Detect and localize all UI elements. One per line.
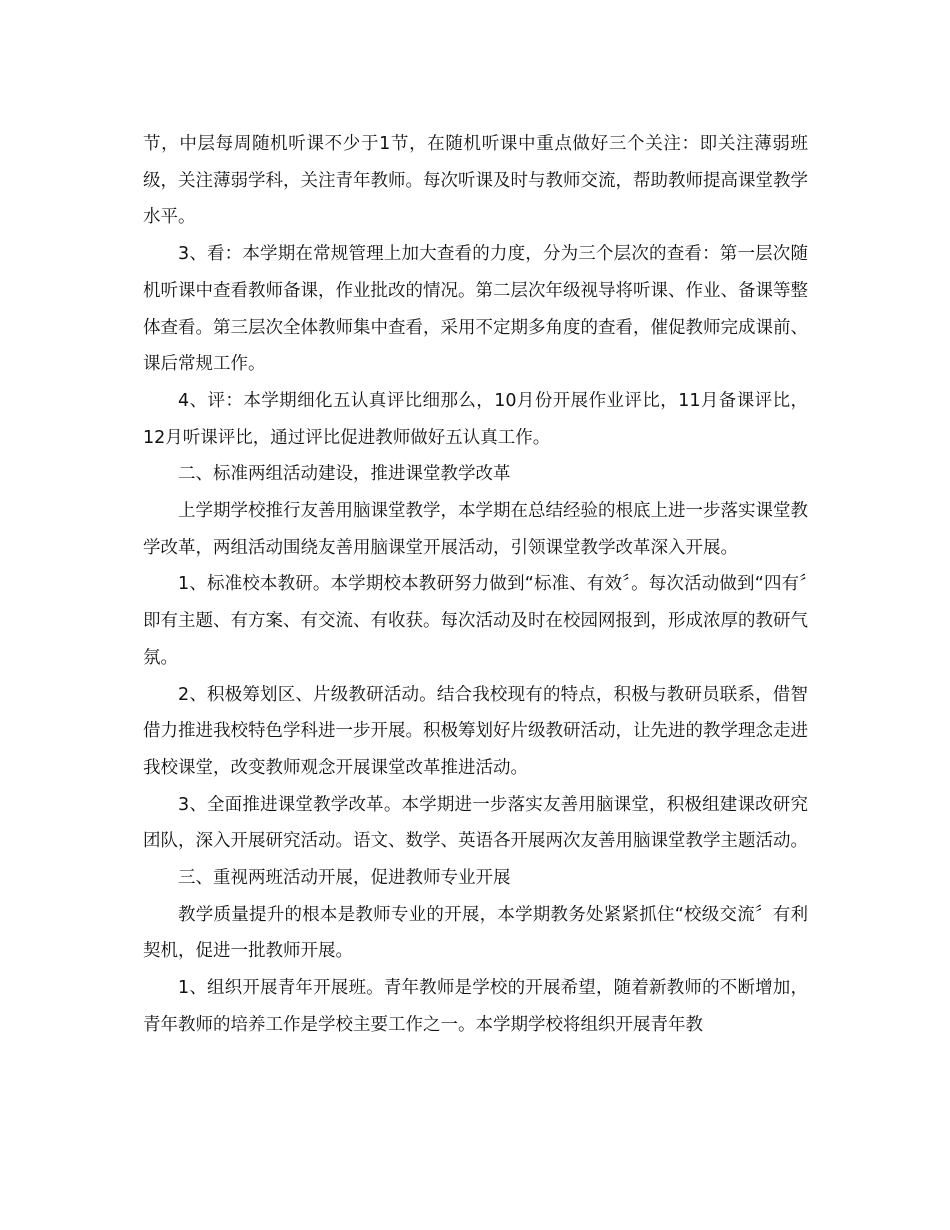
section-heading-3: 三、重视两班活动开展，促进教师专业开展 — [178, 868, 511, 889]
paragraph-8: 3、全面推进课堂教学改革。本学期进一步落实友善用脑课堂，积极组建课改研究团队，深入开展研究活动。语文、数学、英语各开展两次友善用脑课堂教学主题活动。 — [143, 794, 808, 852]
paragraph-7: 2、积极筹划区、片级教研活动。结合我校现有的特点，积极与教研员联系，借智借力推进我校特色学科进一步开展。积极筹划好片级教研活动，让先进的教学理念走进我校课堂，改变教师观念开展课堂改革推进活动。 — [143, 684, 808, 778]
paragraph-3: 4、评：本学期细化五认真评比细那么，10月份开展作业评比，11月备课评比，12月听课评比，通过评比促进教师做好五认真工作。 — [143, 390, 808, 448]
paragraph-6: 1、标准校本教研。本学期校本教研努力做到“标准、有效〞。每次活动做到“四有〞即有主题、有方案、有交流、有收获。每次活动及时在校园网报到，形成浓厚的教研气氛。 — [143, 574, 808, 668]
document-body — [143, 126, 808, 1044]
section-heading-2: 二、标准两组活动建设，推进课堂教学改革 — [178, 464, 511, 485]
paragraph-11: 1、组织开展青年开展班。青年教师是学校的开展希望，随着新教师的不断增加，青年教师的培养工作是学校主要工作之一。本学期学校将组织开展青年教 — [143, 978, 808, 1035]
paragraph-5: 上学期学校推行友善用脑课堂教学，本学期在总结经验的根底上进一步落实课堂教学改革，两组活动围绕友善用脑课堂开展活动，引领课堂教学改革深入开展。 — [143, 501, 808, 558]
paragraph-2: 3、看：本学期在常规管理上加大查看的力度，分为三个层次的查看：第一层次随机听课中查看教师备课，作业批改的情况。第二层次年级视导将听课、作业、备课等整体查看。第三层次全体教师集中查看，采用不定期多角度的查看，催促教师完成课前、课后常规工作。 — [143, 244, 808, 375]
paragraph-10: 教学质量提升的根本是教师专业的开展，本学期教务处紧紧抓住“校级交流〞有利契机，促进一批教师开展。 — [143, 904, 808, 962]
paragraph-1: 节，中层每周随机听课不少于1节，在随机听课中重点做好三个关注：即关注薄弱班级，关注薄弱学科，关注青年教师。每次听课及时与教师交流，帮助教师提高课堂教学水平。 — [143, 134, 808, 228]
